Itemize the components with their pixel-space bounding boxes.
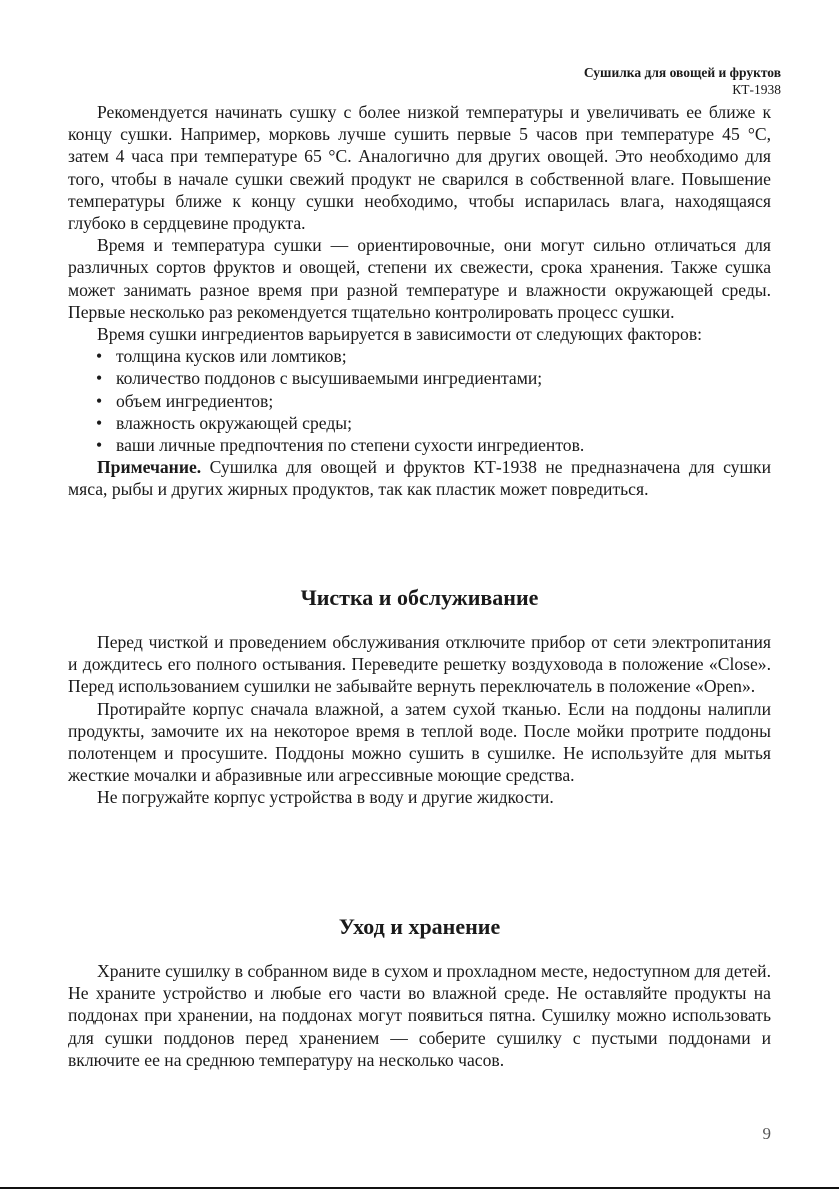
cleaning-paragraph: Не погружайте корпус устройства в воду и другие жидкости.: [97, 787, 554, 808]
note-text: Сушилка для овощей и фруктов КТ-1938 не предназначена для сушки мяса, рыбы и других жирных продуктов, так как пластик может повредиться.: [68, 457, 771, 500]
storage-section: [68, 960, 771, 1071]
section-heading-cleaning: Чистка и обслуживание: [300, 585, 539, 610]
list-item-text: количество поддонов с высушиваемыми ингредиентами;: [116, 368, 543, 389]
storage-paragraph: Храните сушилку в собранном виде в сухом и прохладном месте, недоступном для детей. Не храните устройство и любые его части во влажной среде. Не оставляйте продукты на поддонах при хранении, на поддонах могут появиться пятна. Сушилку можно использовать для сушки поддонов перед хранением — соберите сушилку с пустыми поддонами и включите ее на среднюю температуру на несколько часов.: [68, 961, 771, 1070]
factor-list: [68, 345, 771, 456]
cleaning-paragraph: Протирайте корпус сначала влажной, а затем сухой тканью. Если на поддоны налипли продукты, замочите их на некоторое время в теплой воде. После мойки протрите поддоны полотенцем и просушите. Поддоны можно сушить в сушилке. Не используйте для мытья жесткие мочалки и абразивные или агрессивные моющие средства.: [68, 698, 771, 786]
intro-section: [68, 101, 771, 501]
list-item: [68, 367, 771, 389]
list-item-text: толщина кусков или ломтиков;: [116, 346, 347, 367]
list-item: [68, 434, 771, 456]
intro-paragraph: Время сушки ингредиентов варьируется в зависимости от следующих факторов:: [97, 324, 703, 345]
list-item-text: ваши личные предпочтения по степени сухости ингредиентов.: [116, 435, 585, 456]
page-number: 9: [762, 1124, 771, 1143]
note-label: Примечание.: [97, 457, 202, 478]
intro-paragraph: Рекомендуется начинать сушку с более низкой температуры и увеличивать ее ближе к концу сушки. Например, морковь лучше сушить первые 5 часов при температуре 45 °С, затем 4 часа при температуре 65 °С. Аналогично для других овощей. Это необходимо для того, чтобы в начале сушки свежий продукт не сварился в собственной влаге. Повышение температуры ближе к концу сушки необходимо, чтобы испарилась влага, находящаяся глубоко в сердцевине продукта.: [68, 102, 771, 234]
bullet-mark: •: [96, 368, 103, 389]
cleaning-section: [68, 631, 771, 809]
bullet-mark: •: [96, 390, 103, 411]
bullet-mark: •: [96, 346, 103, 367]
header-product-title: Сушилка для овощей и фруктов: [583, 65, 781, 80]
bullet-mark: •: [96, 412, 103, 433]
intro-paragraph: Время и температура сушки — ориентировочные, они могут сильно отличаться для различных сортов фруктов и овощей, степени их свежести, срока хранения. Также сушка может занимать разное время при разной температуре и влажности окружающей среды. Первые несколько раз рекомендуется тщательно контролировать процесс сушки.: [68, 235, 771, 322]
cleaning-paragraph: Перед чисткой и проведением обслуживания отключите прибор от сети электропитания и дождитесь его полного остывания. Переведите решетку воздуховода в положение «Close». Перед использованием сушилки не забывайте вернуть переключатель в положение «Open».: [68, 632, 771, 697]
list-item-text: объем ингредиентов;: [116, 390, 274, 411]
list-item-text: влажность окружающей среды;: [116, 412, 352, 433]
header-model: КТ-1938: [732, 82, 781, 97]
running-header: [584, 64, 781, 98]
list-item: [68, 412, 771, 434]
list-item: [68, 390, 771, 412]
note-paragraph: [68, 456, 771, 500]
list-item: [68, 345, 771, 367]
section-heading-storage: Уход и хранение: [338, 914, 501, 939]
bullet-mark: •: [96, 435, 103, 456]
